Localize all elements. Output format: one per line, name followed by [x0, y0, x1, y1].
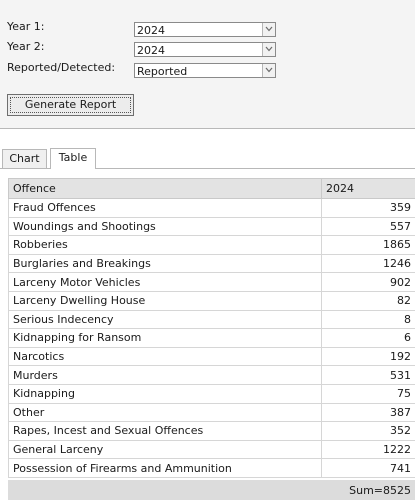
offence-cell: Kidnapping: [9, 384, 322, 403]
count-cell: 75: [322, 384, 415, 403]
reported-detected-select[interactable]: [134, 63, 276, 78]
generate-report-button[interactable]: Generate Report: [7, 94, 134, 116]
report-options-panel: [0, 0, 415, 129]
offence-cell: Murders: [9, 366, 322, 385]
count-cell: 1865: [322, 236, 415, 255]
year1-label: Year 1:: [7, 20, 45, 33]
chevron-down-icon: [265, 67, 273, 73]
offence-cell: General Larceny: [9, 440, 322, 459]
table-row[interactable]: [9, 329, 415, 348]
report-table: [8, 178, 415, 478]
offence-cell: Other: [9, 403, 322, 422]
table-row[interactable]: [9, 440, 415, 459]
report-table-container: [8, 178, 415, 478]
table-body: [9, 199, 415, 478]
offence-cell: Kidnapping for Ransom: [9, 329, 322, 348]
offence-cell: Possession of Firearms and Ammunition: [9, 459, 322, 478]
year1-select[interactable]: [134, 22, 276, 37]
table-row[interactable]: [9, 403, 415, 422]
offence-cell: Rapes, Incest and Sexual Offences: [9, 422, 322, 441]
year1-dropdown-button[interactable]: [262, 23, 275, 36]
count-cell: 557: [322, 217, 415, 236]
table-row[interactable]: [9, 422, 415, 441]
table-header-row: [9, 179, 415, 199]
offence-cell: Larceny Dwelling House: [9, 291, 322, 310]
reported-detected-label: Reported/Detected:: [7, 61, 116, 74]
table-row[interactable]: [9, 347, 415, 366]
year1-select-value: 2024: [137, 24, 165, 37]
year2-dropdown-button[interactable]: [262, 43, 275, 56]
reported-detected-select-value: Reported: [137, 65, 188, 78]
offence-cell: Burglaries and Breakings: [9, 254, 322, 273]
offence-cell: Robberies: [9, 236, 322, 255]
count-cell: 531: [322, 366, 415, 385]
table-row[interactable]: [9, 236, 415, 255]
offence-cell: Larceny Motor Vehicles: [9, 273, 322, 292]
offence-cell: Woundings and Shootings: [9, 217, 322, 236]
year2-select-value: 2024: [137, 44, 165, 57]
offence-cell: Serious Indecency: [9, 310, 322, 329]
table-row[interactable]: [9, 217, 415, 236]
count-cell: 352: [322, 422, 415, 441]
offence-cell: Fraud Offences: [9, 199, 322, 218]
chevron-down-icon: [265, 26, 273, 32]
table-row[interactable]: [9, 366, 415, 385]
count-cell: 8: [322, 310, 415, 329]
chevron-down-icon: [265, 46, 273, 52]
table-summary-row: [8, 480, 415, 500]
table-row[interactable]: [9, 310, 415, 329]
count-cell: 1246: [322, 254, 415, 273]
count-cell: 741: [322, 459, 415, 478]
tab-chart[interactable]: Chart: [2, 149, 47, 168]
count-cell: 82: [322, 291, 415, 310]
reported-detected-dropdown-button[interactable]: [262, 64, 275, 77]
count-cell: 387: [322, 403, 415, 422]
table-row[interactable]: [9, 254, 415, 273]
count-cell: 192: [322, 347, 415, 366]
table-row[interactable]: [9, 199, 415, 218]
year2-select[interactable]: [134, 42, 276, 57]
count-cell: 1222: [322, 440, 415, 459]
tab-table[interactable]: Table: [50, 148, 96, 169]
count-cell: 359: [322, 199, 415, 218]
count-cell: 902: [322, 273, 415, 292]
table-row[interactable]: [9, 273, 415, 292]
table-row[interactable]: [9, 384, 415, 403]
year2-label: Year 2:: [7, 40, 45, 53]
table-row[interactable]: [9, 459, 415, 478]
column-header-year[interactable]: 2024: [322, 179, 415, 199]
offence-cell: Narcotics: [9, 347, 322, 366]
column-header-offence[interactable]: Offence: [9, 179, 322, 199]
count-cell: 6: [322, 329, 415, 348]
table-row[interactable]: [9, 291, 415, 310]
sum-total: Sum=8525: [349, 484, 411, 497]
